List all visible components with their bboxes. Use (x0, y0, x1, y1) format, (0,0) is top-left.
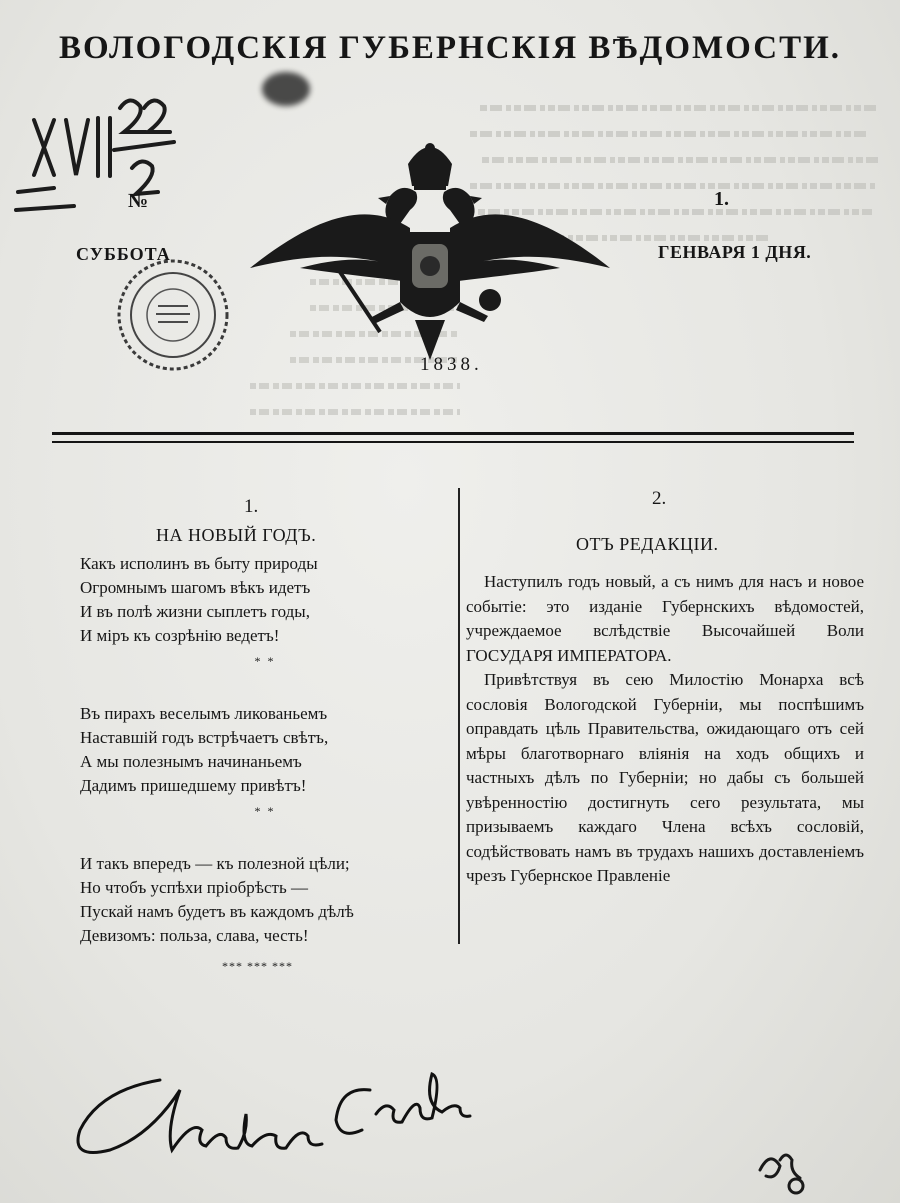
poem-line: Въ пирахъ веселымъ ликованьемъ (80, 704, 328, 723)
handwritten-archive-number (14, 80, 184, 230)
poem-line: И такъ впередъ — къ полезной цѣли; (80, 854, 350, 873)
poem-stanza (80, 552, 450, 648)
editorial-paragraph: Привѣтствуя въ сею Милостiю Монарха всѣ сословiя Вологодской Губернiи, мы поспѣшимъ оправдать цѣль Правительства, ожидающаго отъ сей мѣры благотворнаго влiянiя на ходъ общихъ и частныхъ дѣлъ по Губернiи; но дабы съ большей увѣренностiю достигнуть сего результата, мы призываемъ каждаго Члена всѣхъ сословiй, содѣйствовать намъ въ трудахъ нашихъ доставленiемъ чрезъ Губернское Правленiе (466, 670, 864, 885)
masthead-title: ВОЛОГОДСКIЯ ГУБЕРНСКIЯ ВѢДОМОСТИ. (59, 30, 841, 66)
poem-stanza (80, 852, 450, 948)
issue-date: ГЕНВАРЯ 1 ДНЯ. (658, 242, 812, 262)
issue-year: 1838. (420, 354, 483, 375)
poem-stanza (80, 702, 450, 798)
double-headed-eagle-emblem (240, 132, 620, 362)
poem-line: И въ полѣ жизни сыплетъ годы, (80, 602, 310, 621)
weekday: СУББОТА (76, 244, 171, 264)
poem-line: Огромнымъ шагомъ вѣкъ идетъ (80, 578, 311, 597)
handwritten-mark (740, 1130, 820, 1200)
poem-line: Наставшiй годъ встрѣчаетъ свѣтъ, (80, 728, 329, 747)
poem-line: Девизомъ: польза, слава, честь! (80, 926, 309, 945)
stanza-separator: * * (254, 804, 276, 818)
poem-line: А мы полезнымъ начинаньемъ (80, 752, 302, 771)
poem-line: И мiръ къ созрѣнiю ведетъ! (80, 626, 280, 645)
editorial-body (466, 570, 864, 889)
header-rule-top (52, 432, 854, 435)
poem-body (80, 552, 450, 978)
issue-number: 1. (714, 188, 729, 210)
poem-line: Но чтобъ успѣхи прiобрѣсть — (80, 878, 308, 897)
handwritten-signature (70, 1060, 540, 1170)
poem-title: НА НОВЫЙ ГОДЪ. (156, 525, 317, 545)
issue-number-label: № (128, 190, 149, 212)
archive-stamp (112, 256, 234, 374)
poem-line: Какъ исполинъ въ быту природы (80, 554, 318, 573)
ink-blot (262, 72, 310, 106)
header-rule-bottom (52, 441, 854, 443)
poem-line: Пускай намъ будетъ въ каждомъ дѣлѣ (80, 902, 354, 921)
poem-number: 1. (244, 496, 259, 517)
editorial-title: ОТЪ РЕДАКЦIИ. (576, 534, 719, 554)
editorial-paragraph: Наступилъ годъ новый, а съ нимъ для насъ и новое событiе: это изданiе Губернскихъ вѣдомостей, учреждаемое вслѣдствiе Высочайшей Воли ГОСУДАРЯ ИМПЕРАТОРА. (466, 572, 864, 665)
poem-end-mark: *** *** *** (222, 959, 293, 973)
poem-line: Дадимъ пришедшему привѣтъ! (80, 776, 307, 795)
stanza-separator: * * (254, 654, 276, 668)
column-divider (458, 488, 460, 944)
editorial-number: 2. (652, 488, 667, 509)
